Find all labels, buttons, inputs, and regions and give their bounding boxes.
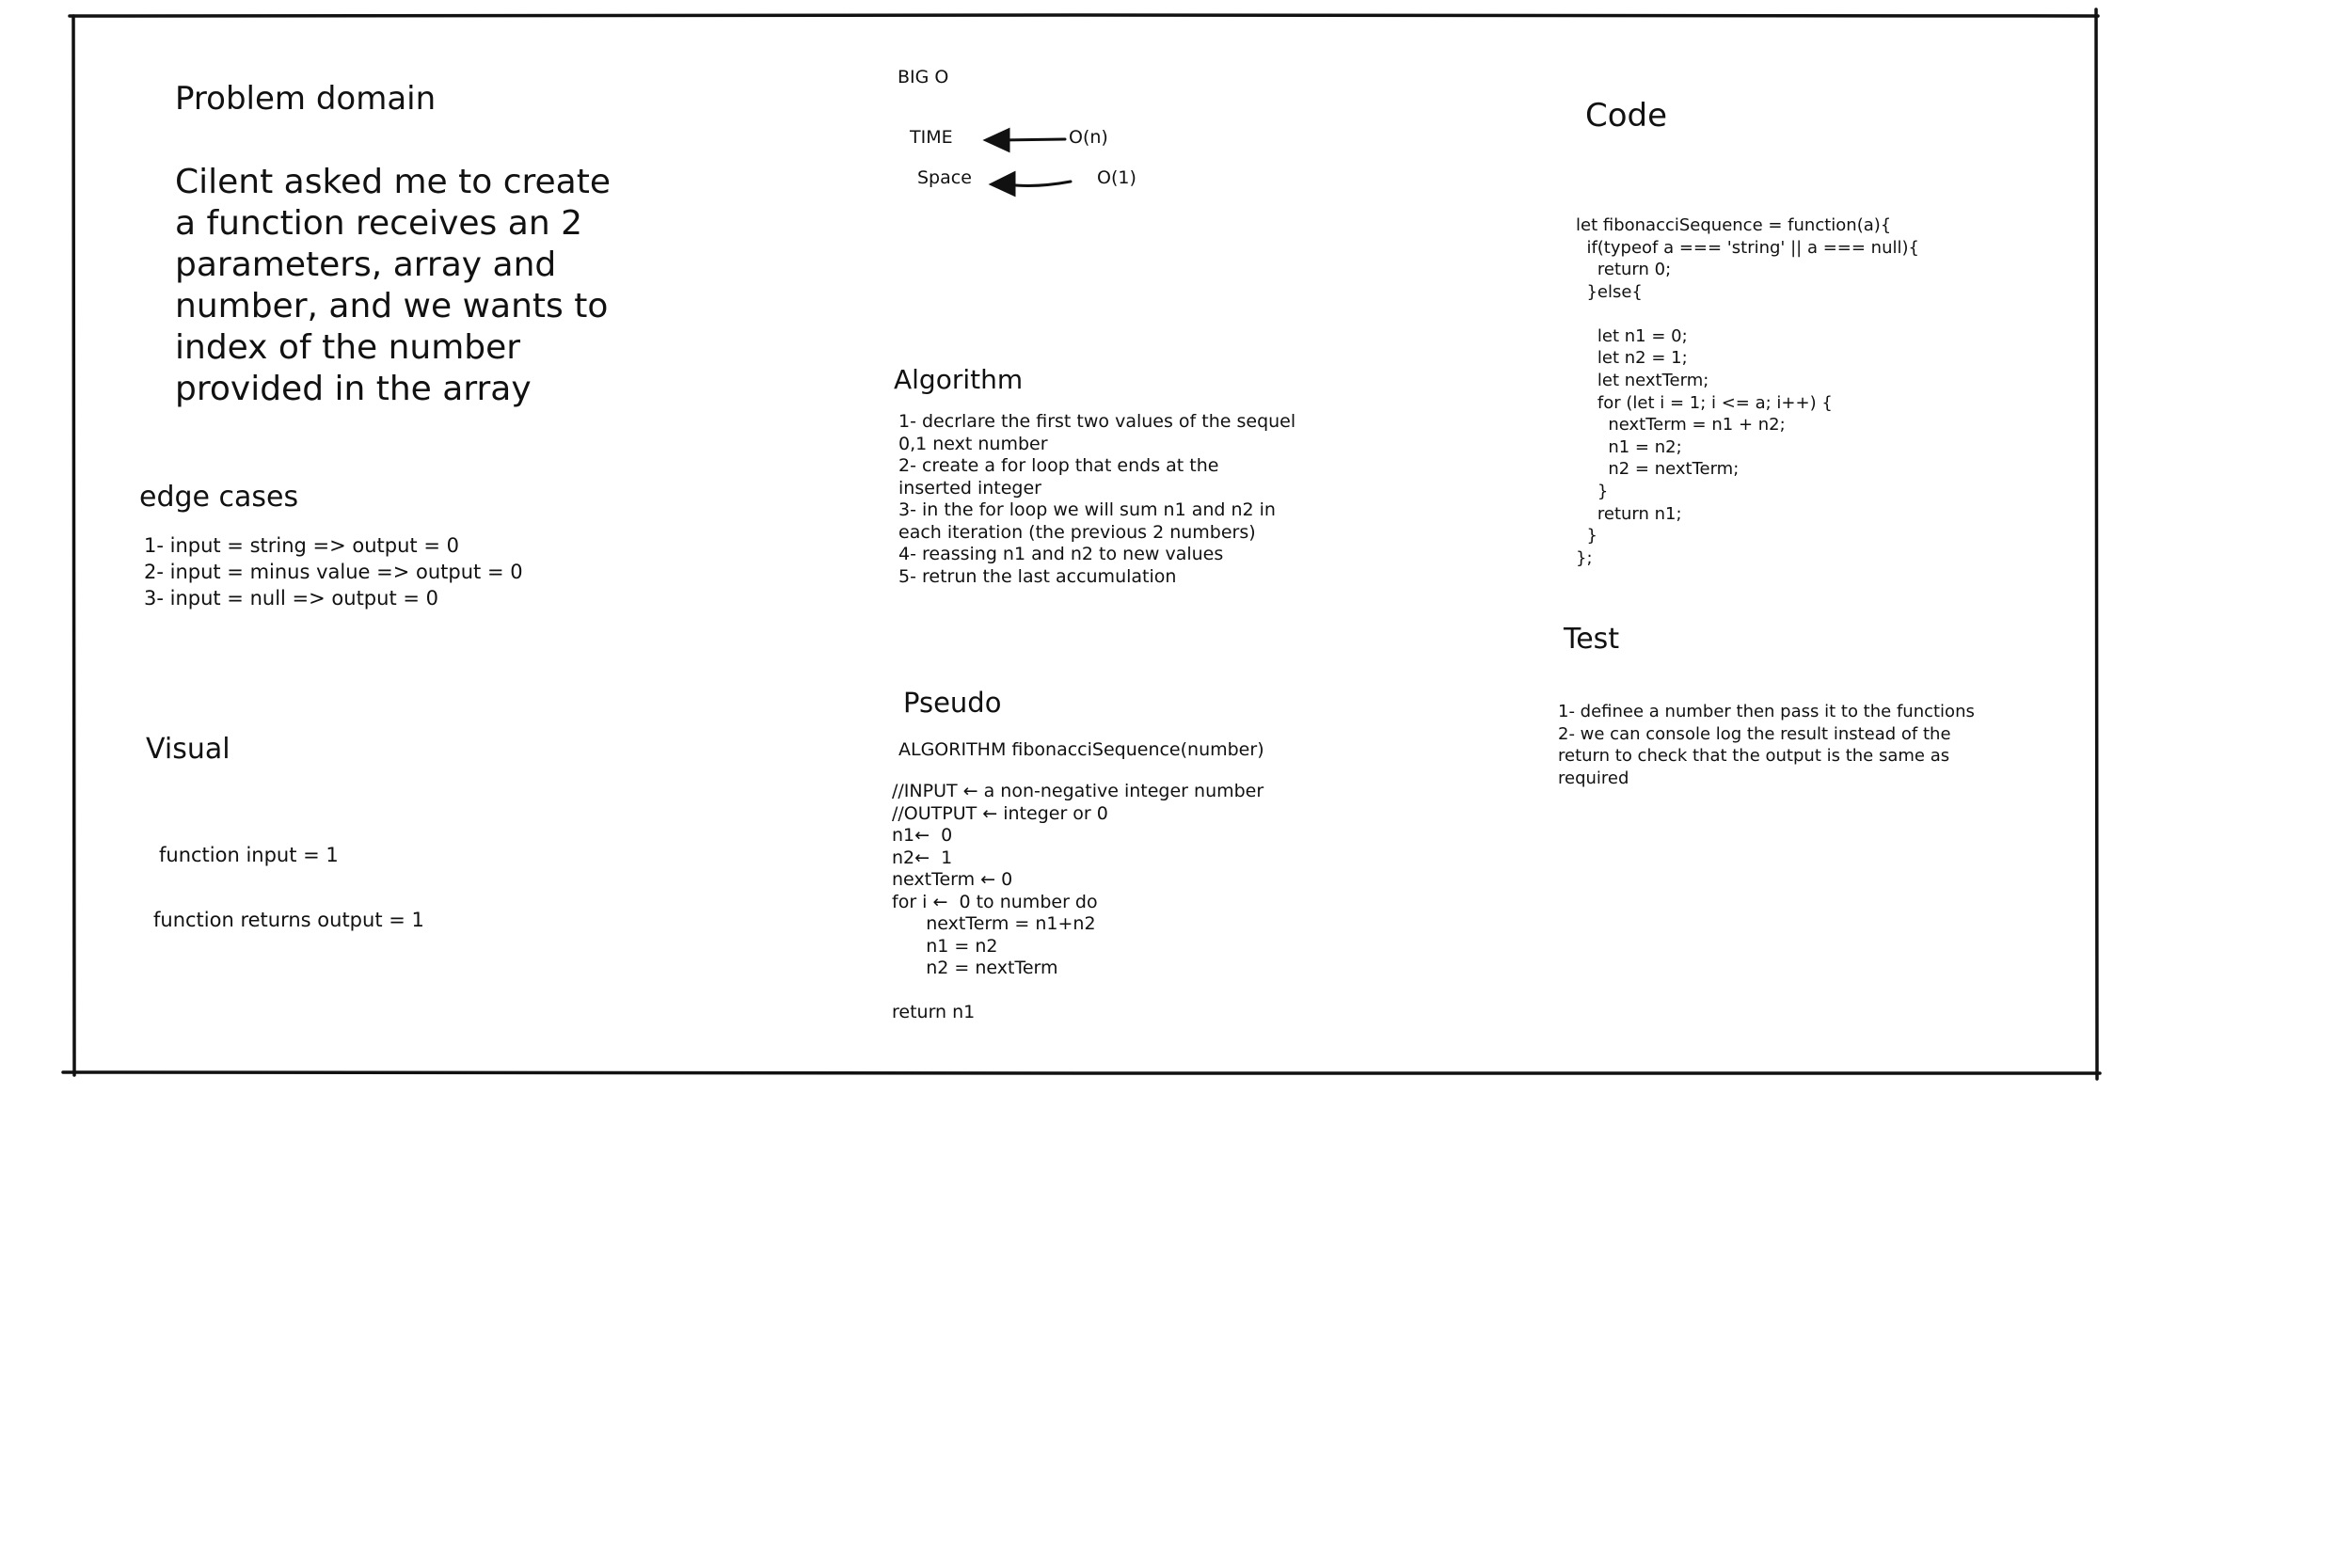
problem-domain-title: Problem domain [175, 80, 437, 118]
algorithm-text: 1- decrlare the first two values of the sequel 0,1 next number 2- create a for loop that ends at the inserted integer 3- in the for loop we will sum n1 and n2 in each iteration (the previous 2 numbers) 4- reassing n1 and n2 to new values 5- retrun the last accumulation [898, 411, 1296, 587]
code-title: Code [1585, 97, 1668, 135]
space-arrowhead [992, 173, 1014, 195]
algorithm-title: Algorithm [894, 364, 1024, 395]
frame-right-line [2096, 9, 2097, 1079]
time-arrowhead [986, 130, 1009, 150]
time-value: O(n) [1069, 127, 1108, 148]
frame-bottom-line [63, 1072, 2100, 1073]
code-text: let fibonacciSequence = function(a){ if(typeof a === 'string' || a === null){ return 0; }else{ let n1 = 0; let n2 = 1; let nextTerm; for (let i = 1; i <= a; i++) { nextTerm = n1 + n2; n1 = n2; n2 = nextTerm; } return n1; } }; [1576, 215, 1919, 568]
edge-case-item-2: 2- input = minus value => output = 0 [144, 561, 523, 583]
big-o-title: BIG O [898, 67, 949, 87]
problem-domain-text: Cilent asked me to create a function receives an 2 parameters, array and number, and we wants to index of the number provided in the array [175, 163, 612, 408]
edge-cases-title: edge cases [139, 481, 299, 514]
edge-case-item-1: 1- input = string => output = 0 [144, 534, 459, 557]
visual-input-text: function input = 1 [159, 844, 339, 866]
visual-output-text: function returns output = 1 [153, 909, 424, 931]
space-value: O(1) [1097, 167, 1136, 188]
space-label: Space [917, 167, 972, 188]
space-arrow [1007, 182, 1071, 185]
edge-case-item-3: 3- input = null => output = 0 [144, 587, 438, 610]
frame-left-line [73, 16, 74, 1075]
frame-top-line [70, 15, 2098, 16]
visual-title: Visual [146, 733, 230, 766]
pseudo-text: //INPUT ← a non-negative integer number //OUTPUT ← integer or 0 n1← 0 n2← 1 nextTerm ← 0 for i ← 0 to number do nextTerm = n1+n2 n1 = n2 n2 = nextTerm return n1 [892, 781, 1264, 1023]
pseudo-title: Pseudo [903, 687, 1002, 719]
test-text: 1- definee a number then pass it to the functions 2- we can console log the result instead of the return to check that the output is the same as required [1558, 702, 1975, 788]
time-label: TIME [910, 127, 953, 148]
test-title: Test [1564, 623, 1620, 656]
pseudo-signature: ALGORITHM fibonacciSequence(number) [898, 739, 1264, 760]
